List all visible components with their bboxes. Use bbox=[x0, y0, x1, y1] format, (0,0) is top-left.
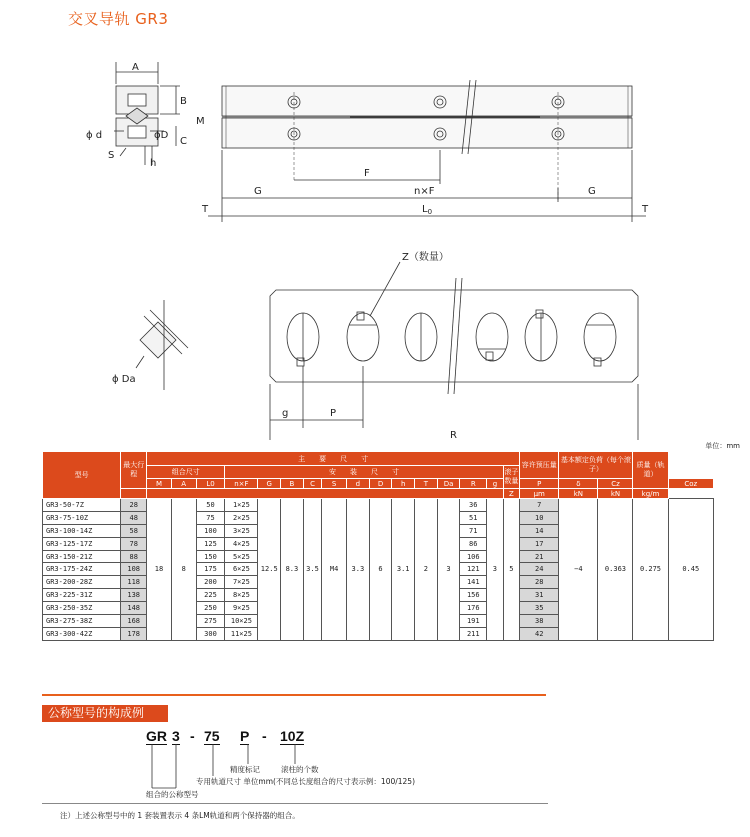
cell-stroke: 138 bbox=[121, 589, 147, 602]
label-g: g bbox=[282, 408, 289, 419]
rail-drawing bbox=[0, 30, 750, 240]
th-load: 基本额定负荷（每个滚子） bbox=[559, 452, 633, 479]
label-da: ϕ Da bbox=[112, 374, 136, 385]
th-rollers: 滚子数量 bbox=[503, 466, 519, 489]
cell-z: 28 bbox=[520, 576, 559, 589]
th-sub-d: d bbox=[347, 479, 370, 489]
th-sub-cz: Cz bbox=[598, 479, 633, 489]
dim-s: S bbox=[108, 150, 115, 161]
code-3: 3 bbox=[172, 728, 180, 744]
th-unit-stroke bbox=[121, 489, 147, 499]
dim-lo: $L_0$ bbox=[422, 204, 433, 216]
cell-z: 24 bbox=[520, 563, 559, 576]
code-75: 75 bbox=[204, 728, 220, 744]
cell-z: 38 bbox=[520, 615, 559, 628]
th-sub-b: B bbox=[281, 479, 304, 489]
cell-p: 5 bbox=[503, 499, 519, 641]
cell-stroke: 168 bbox=[121, 615, 147, 628]
cell-r: 141 bbox=[460, 576, 487, 589]
cell-mass: 0.45 bbox=[668, 499, 713, 641]
cell-r: 71 bbox=[460, 524, 487, 537]
th-mass: 质量（轨道） bbox=[633, 452, 668, 489]
label-z: Z（数量） bbox=[402, 252, 449, 263]
table-row bbox=[43, 499, 714, 512]
th-model: 型号 bbox=[43, 452, 121, 499]
cell-z: 21 bbox=[520, 550, 559, 563]
dim-g-right: G bbox=[588, 186, 596, 197]
cell-a: 8 bbox=[171, 499, 196, 641]
cell-nf: 5×25 bbox=[225, 550, 258, 563]
th-unit-um: μm bbox=[520, 489, 559, 499]
cell-lo: 175 bbox=[196, 563, 225, 576]
cell-nf: 10×25 bbox=[225, 615, 258, 628]
th-unit-kn2: kN bbox=[598, 489, 633, 499]
cell-stroke: 78 bbox=[121, 537, 147, 550]
cell-nf: 3×25 bbox=[225, 524, 258, 537]
cell-lo: 50 bbox=[196, 499, 225, 512]
cell-r: 121 bbox=[460, 563, 487, 576]
dim-dd: ϕD bbox=[154, 130, 169, 141]
cell-nf: 4×25 bbox=[225, 537, 258, 550]
cell-r: 211 bbox=[460, 627, 487, 640]
cell-model: GR3-125-17Z bbox=[43, 537, 121, 550]
cell-coz: 0.275 bbox=[633, 499, 668, 641]
cell-model: GR3-150-21Z bbox=[43, 550, 121, 563]
th-sub-da: Da bbox=[437, 479, 460, 489]
th-unit-kgm: kg/m bbox=[633, 489, 668, 499]
cell-model: GR3-75-10Z bbox=[43, 511, 121, 524]
spec-table bbox=[42, 451, 714, 641]
cell-r: 191 bbox=[460, 615, 487, 628]
cell-z: 7 bbox=[520, 499, 559, 512]
cell-z: 14 bbox=[520, 524, 559, 537]
cell-r: 156 bbox=[460, 589, 487, 602]
cell-z: 35 bbox=[520, 602, 559, 615]
example-title: 公称型号的构成例 bbox=[42, 705, 168, 722]
cell-lo: 225 bbox=[196, 589, 225, 602]
cell-nf: 6×25 bbox=[225, 563, 258, 576]
cell-nf: 7×25 bbox=[225, 576, 258, 589]
cell-lo: 275 bbox=[196, 615, 225, 628]
th-unit-blank bbox=[147, 489, 504, 499]
cell-stroke: 118 bbox=[121, 576, 147, 589]
cell-z: 42 bbox=[520, 627, 559, 640]
cell-s: M4 bbox=[322, 499, 347, 641]
cell-lo: 125 bbox=[196, 537, 225, 550]
dim-nf: n×F bbox=[414, 186, 435, 197]
dim-b: B bbox=[180, 96, 187, 107]
cell-g2: 3 bbox=[487, 499, 503, 641]
th-sub-g2: g bbox=[487, 479, 503, 489]
cell-lo: 75 bbox=[196, 511, 225, 524]
th-sub-c: C bbox=[303, 479, 322, 489]
dim-g-left: G bbox=[254, 186, 262, 197]
dim-a: A bbox=[132, 62, 139, 73]
dim-c: C bbox=[180, 136, 187, 147]
th-sub-r: R bbox=[460, 479, 487, 489]
dim-d: ϕ d bbox=[86, 130, 103, 141]
code-dash1: - bbox=[190, 728, 195, 744]
cell-z: 10 bbox=[520, 511, 559, 524]
cell-model: GR3-300-42Z bbox=[43, 627, 121, 640]
cell-lo: 150 bbox=[196, 550, 225, 563]
code-gr: GR bbox=[146, 728, 167, 744]
ann-precision: 精度标记 bbox=[230, 765, 260, 774]
cell-stroke: 58 bbox=[121, 524, 147, 537]
cell-m: 18 bbox=[147, 499, 172, 641]
th-sub-m: M bbox=[147, 479, 172, 489]
cell-r: 36 bbox=[460, 499, 487, 512]
th-combo: 组合尺寸 bbox=[147, 466, 225, 479]
cell-delta: −4 bbox=[559, 499, 598, 641]
th-stroke: 最大行程 bbox=[121, 452, 147, 489]
cell-model: GR3-100-14Z bbox=[43, 524, 121, 537]
dim-t-left: T bbox=[202, 204, 209, 215]
th-install: 安 装 尺 寸 bbox=[225, 466, 503, 479]
th-sub-t: T bbox=[415, 479, 438, 489]
th-sub-delta: δ bbox=[559, 479, 598, 489]
footnote: 注）上述公称型号中的 1 套装置表示 4 条LM轨道和两个保持器的组合。 bbox=[60, 811, 300, 820]
th-sub-p: P bbox=[520, 479, 559, 489]
cell-c: 3.5 bbox=[303, 499, 322, 641]
cell-r: 51 bbox=[460, 511, 487, 524]
dim-m: M bbox=[196, 116, 205, 127]
th-sub-nf: n×F bbox=[225, 479, 258, 489]
th-sub-lo: L0 bbox=[196, 479, 225, 489]
code-p: P bbox=[240, 728, 250, 744]
th-sub-dd: D bbox=[369, 479, 392, 489]
cell-model: GR3-225-31Z bbox=[43, 589, 121, 602]
section-rule bbox=[42, 694, 546, 696]
cell-r: 86 bbox=[460, 537, 487, 550]
cell-b: 8.3 bbox=[281, 499, 304, 641]
dim-t-right: T bbox=[642, 204, 649, 215]
cell-model: GR3-50-7Z bbox=[43, 499, 121, 512]
cell-lo: 200 bbox=[196, 576, 225, 589]
code-leaders bbox=[0, 740, 750, 800]
th-sub-a: A bbox=[171, 479, 196, 489]
th-sub-s: S bbox=[322, 479, 347, 489]
ann-rollers: 滚柱的个数 bbox=[281, 765, 319, 774]
cell-nf: 1×25 bbox=[225, 499, 258, 512]
cell-cz: 0.363 bbox=[598, 499, 633, 641]
cell-stroke: 178 bbox=[121, 627, 147, 640]
th-sub-h: h bbox=[392, 479, 415, 489]
cell-stroke: 148 bbox=[121, 602, 147, 615]
dim-h: h bbox=[150, 158, 157, 169]
cell-stroke: 88 bbox=[121, 550, 147, 563]
cell-nf: 9×25 bbox=[225, 602, 258, 615]
cell-h: 3.1 bbox=[392, 499, 415, 641]
cell-lo: 300 bbox=[196, 627, 225, 640]
cell-model: GR3-275-38Z bbox=[43, 615, 121, 628]
th-sub-coz: Coz bbox=[668, 479, 713, 489]
th-sub-z: Z bbox=[503, 489, 519, 499]
cell-z: 17 bbox=[520, 537, 559, 550]
ann-combo: 组合的公称型号 bbox=[146, 790, 199, 799]
cell-model: GR3-175-24Z bbox=[43, 563, 121, 576]
cell-t: 2 bbox=[415, 499, 438, 641]
cell-stroke: 108 bbox=[121, 563, 147, 576]
cell-r: 176 bbox=[460, 602, 487, 615]
cell-nf: 11×25 bbox=[225, 627, 258, 640]
dim-f: F bbox=[364, 168, 370, 179]
cell-model: GR3-250-35Z bbox=[43, 602, 121, 615]
th-unit-kn1: kN bbox=[559, 489, 598, 499]
cell-nf: 8×25 bbox=[225, 589, 258, 602]
cell-d: 3.3 bbox=[347, 499, 370, 641]
cage-drawing bbox=[0, 240, 750, 440]
page-title: 交叉导轨 GR3 bbox=[68, 10, 169, 28]
th-preload: 容许预压量 bbox=[520, 452, 559, 479]
cell-stroke: 28 bbox=[121, 499, 147, 512]
code-dash2: - bbox=[262, 728, 267, 744]
cell-g: 12.5 bbox=[258, 499, 281, 641]
cell-r: 106 bbox=[460, 550, 487, 563]
code-10z: 10Z bbox=[280, 728, 305, 744]
cell-stroke: 48 bbox=[121, 511, 147, 524]
ann-length: 专用轨道尺寸 单位mm(不同总长度组合的尺寸表示例：100/125) bbox=[196, 777, 416, 786]
label-p: P bbox=[330, 408, 337, 419]
cell-nf: 2×25 bbox=[225, 511, 258, 524]
th-main: 主 要 尺 寸 bbox=[147, 452, 520, 466]
cell-lo: 100 bbox=[196, 524, 225, 537]
cell-D: 6 bbox=[369, 499, 392, 641]
th-sub-g: G bbox=[258, 479, 281, 489]
label-r: R bbox=[450, 430, 457, 440]
cell-model: GR3-200-28Z bbox=[43, 576, 121, 589]
unit-label: 单位：mm bbox=[705, 442, 740, 450]
footer-rule bbox=[42, 803, 548, 804]
cell-z: 31 bbox=[520, 589, 559, 602]
cell-da: 3 bbox=[437, 499, 460, 641]
cell-lo: 250 bbox=[196, 602, 225, 615]
